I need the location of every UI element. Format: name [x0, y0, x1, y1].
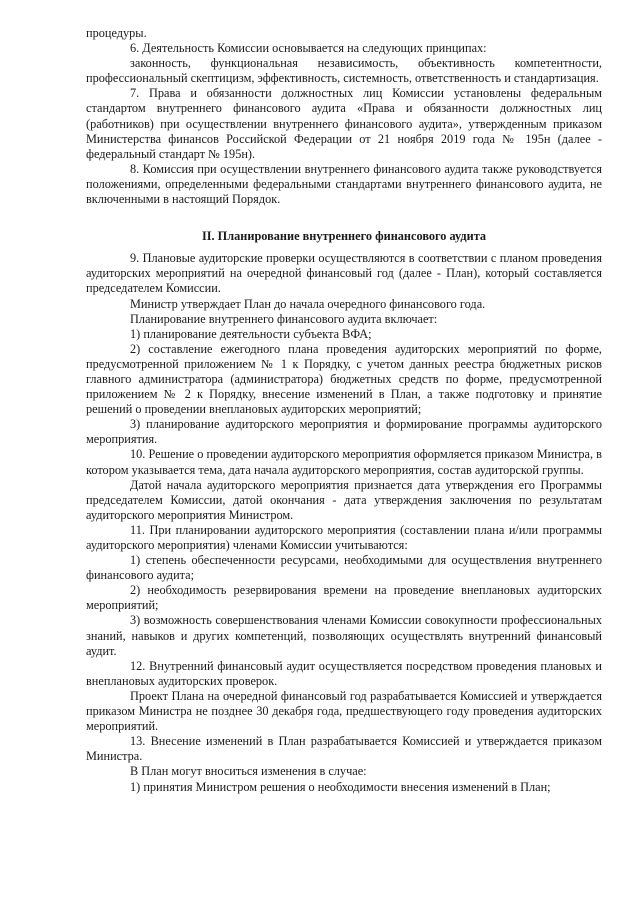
paragraph-6-principles: законность, функциональная независимость, объективность компетентности, профессиональный скептицизм, эффективность, системность, ответственность и стандартизация. [86, 56, 602, 86]
paragraph-13-cases: В План могут вноситься изменения в случае: [130, 764, 367, 779]
paragraph-9-item-2: 2) составление ежегодного плана проведения аудиторских мероприятий по форме, предусмотренной приложением № 1 к Порядку, с учетом данных реестра бюджетных рисков главного администратора (администратора) бюджетных средств по форме, предусмотренной приложением № 2 к Порядку, внесение изменений в План, а также подготовку и принятие решений о проведении внеплановых аудиторских мероприятий; [86, 341, 602, 417]
paragraph-10: 10. Решение о проведении аудиторского мероприятия оформляется приказом Министра, в котором указывается тема, дата начала аудиторского мероприятия, состав аудиторской группы. [86, 447, 602, 477]
paragraph-11-item-2: 2) необходимость резервирования времени на проведение внеплановых аудиторских мероприятий; [86, 583, 602, 613]
paragraph-9-planning-includes: Планирование внутреннего финансового аудита включает: [130, 311, 438, 326]
paragraph-11: 11. При планировании аудиторского мероприятия (составлении плана и/или программы аудиторского мероприятия) членами Комиссии учитываются: [86, 522, 602, 552]
paragraph-11-item-3: 3) возможность совершенствования членами Комиссии совокупности профессиональных знаний, навыков и других компетенций, позволяющих осуществлять внутренний финансовый аудит. [86, 613, 602, 658]
paragraph-10-dates: Датой начала аудиторского мероприятия признается дата утверждения его Программы председателем Комиссии, датой окончания - дата утверждения заключения по результатам аудиторского мероприятия Министром. [86, 477, 602, 522]
paragraph-7: 7. Права и обязанности должностных лиц Комиссии установлены федеральным стандартом внутреннего финансового аудита «Права и обязанности должностных лиц (работников) при осуществлении внутреннего финансового аудита», утвержденным приказом Министерства финансов Российской Федерации от 21 ноября 2019 года № 195н (далее - федеральный стандарт № 195н). [86, 86, 602, 161]
section-spacer [86, 207, 602, 229]
paragraph-8: 8. Комиссия при осуществлении внутреннего финансового аудита также руководствуется положениями, определенными федеральными стандартами внутреннего финансового аудита, не включенными в настоящий Порядок. [86, 161, 602, 207]
paragraph-12-draft-plan: Проект Плана на очередной финансовый год разрабатывается Комиссией и утверждается приказом Министра не позднее 30 декабря года, предшествующего году проведения аудиторских мероприятий. [86, 688, 602, 734]
section-heading: II. Планирование внутреннего финансового аудита [201, 229, 487, 244]
paragraph-continuation: процедуры. [86, 26, 147, 40]
paragraph-12: 12. Внутренний финансовый аудит осуществляется посредством проведения плановых и внеплановых аудиторских проверок. [86, 658, 602, 688]
paragraph-9: 9. Плановые аудиторские проверки осуществляются в соответствии с планом проведения аудиторских мероприятий на очередной финансовый год (далее - План), который составляется председателем Комиссии. [86, 251, 602, 296]
paragraph-9-item-1: 1) планирование деятельности субъекта ВФА; [130, 326, 372, 341]
paragraph-13: 13. Внесение изменений в План разрабатывается Комиссией и утверждается приказом Министра. [86, 734, 602, 764]
paragraph-13-item-1: 1) принятия Министром решения о необходимости внесения изменений в План; [130, 779, 551, 794]
paragraph-9-item-3: 3) планирование аудиторского мероприятия и формирование программы аудиторского мероприятия. [86, 417, 602, 447]
paragraph-11-item-1: 1) степень обеспеченности ресурсами, необходимыми для осуществления внутреннего финансового аудита; [86, 553, 602, 583]
paragraph-6: 6. Деятельность Комиссии основывается на следующих принципах: [130, 41, 487, 56]
paragraph-9-approval: Министр утверждает План до начала очередного финансового года. [130, 296, 486, 311]
